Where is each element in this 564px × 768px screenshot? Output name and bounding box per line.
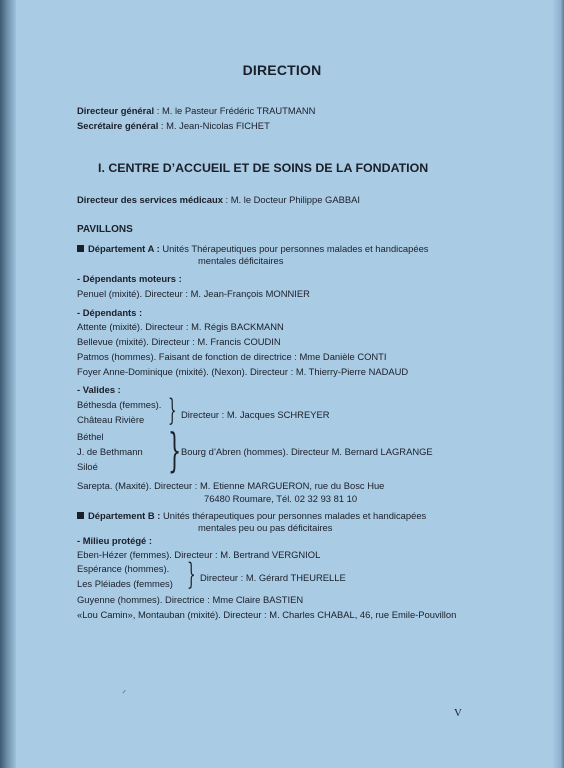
valides-heading: - Valides : (77, 384, 121, 395)
list-item: Espérance (hommes). (77, 563, 170, 574)
page-title: DIRECTION (242, 62, 322, 78)
brace-icon: } (168, 393, 177, 428)
list-item: Béthesda (femmes). (77, 399, 162, 410)
pen-mark: ᐟ (122, 689, 127, 700)
list-item: Penuel (mixité). Directeur : M. Jean-François MONNIER (77, 288, 310, 299)
secretary-general-line (77, 119, 270, 133)
department-a-description: Unités Thérapeutiques pour personnes malades et handicapées (162, 243, 429, 254)
square-bullet-icon (77, 245, 84, 252)
medical-director-value: : M. le Docteur Philippe GABBAI (222, 194, 360, 205)
brace-icon: } (187, 557, 196, 592)
department-b-description-cont: mentales peu ou pas déficitaires (198, 522, 333, 533)
pavillons-heading: PAVILLONS (77, 224, 133, 235)
list-item-cont: 76480 Roumare, Tél. 02 32 93 81 10 (204, 493, 358, 504)
list-item: Attente (mixité). Directeur : M. Régis BACKMANN (77, 321, 284, 332)
square-bullet-icon (77, 512, 84, 519)
list-item: Les Pléiades (femmes) (77, 578, 173, 589)
director-general-label: Directeur général (77, 105, 155, 116)
dependants-heading: - Dépendants : (77, 307, 143, 318)
department-b-label: Département B : (88, 510, 161, 521)
department-b-description: Unités thérapeutiques pour personnes malades et handicapées (163, 510, 427, 521)
department-a-description-cont: mentales déficitaires (198, 255, 284, 266)
secretary-general-value: : M. Jean-Nicolas FICHET (158, 120, 270, 131)
brace-icon: } (168, 423, 182, 477)
list-item: J. de Bethmann (77, 446, 143, 457)
director-general-line (77, 104, 315, 118)
group-director: Directeur : M. Gérard THEURELLE (200, 572, 346, 583)
dependants-moteurs-heading: - Dépendants moteurs : (77, 273, 182, 284)
list-item: Guyenne (hommes). Directrice : Mme Claire BASTIEN (77, 594, 304, 605)
list-item: Patmos (hommes). Faisant de fonction de directrice : Mme Danièle CONTI (77, 351, 387, 362)
list-item: Sarepta. (Maxité). Directeur : M. Etienne MARGUERON, rue du Bosc Hue (77, 480, 385, 491)
list-item: «Lou Camin», Montauban (mixité). Directeur : M. Charles CHABAL, 46, rue Emile-Pouvillon (77, 609, 457, 620)
list-item: Foyer Anne-Dominique (mixité). (Nexon). Directeur : M. Thierry-Pierre NADAUD (77, 366, 409, 377)
medical-director-line (77, 193, 360, 207)
list-item: Siloé (77, 461, 98, 472)
group-director: Bourg d’Abren (hommes). Directeur M. Bernard LAGRANGE (181, 446, 433, 457)
secretary-general-label: Secrétaire général (77, 120, 159, 131)
list-item: Château Rivière (77, 414, 145, 425)
section-heading: I. CENTRE D’ACCUEIL ET DE SOINS DE LA FONDATION (98, 161, 429, 175)
list-item: Eben-Hézer (femmes). Directeur : M. Bertrand VERGNIOL (77, 549, 321, 560)
list-item: Bellevue (mixité). Directeur : M. Francis COUDIN (77, 336, 281, 347)
medical-director-label: Directeur des services médicaux (77, 194, 223, 205)
list-item: Béthel (77, 431, 104, 442)
group-director: Directeur : M. Jacques SCHREYER (181, 409, 330, 420)
director-general-value: : M. le Pasteur Frédéric TRAUTMANN (154, 105, 316, 116)
page-number: V (454, 707, 462, 719)
department-a-label: Département A : (88, 243, 160, 254)
milieu-protege-heading: - Milieu protégé : (77, 535, 152, 546)
